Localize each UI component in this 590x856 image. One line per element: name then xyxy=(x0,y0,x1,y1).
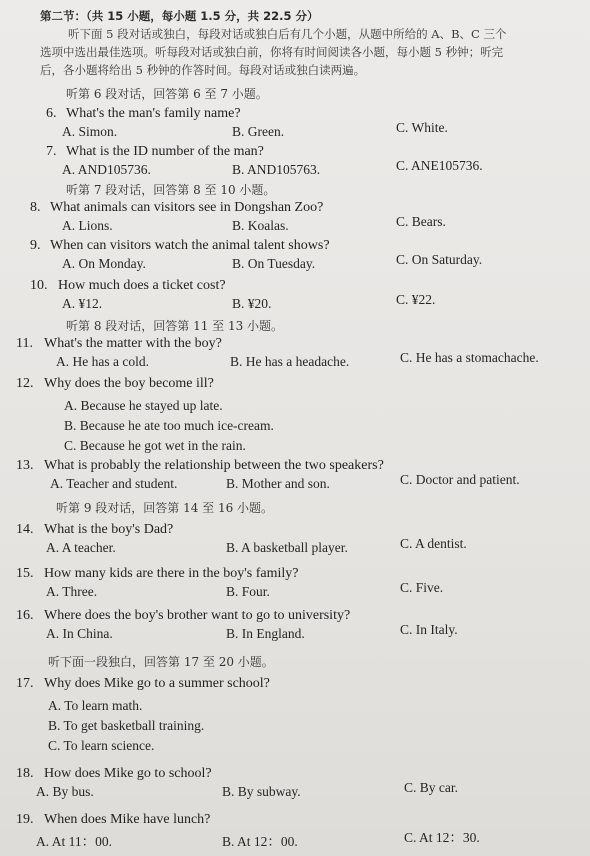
answer-option-a: A. In China. xyxy=(46,626,113,641)
answer-option-a: A. A teacher. xyxy=(46,540,116,555)
answer-option-b: B. At 12：00. xyxy=(222,834,298,849)
answer-option-a: A. At 11：00. xyxy=(36,834,113,849)
instruction-line-2: 选项中选出最佳选项。听每段对话或独白前，你将有时间阅读各小题，每小题 5 秒钟；听完 xyxy=(40,45,504,59)
instruction-line-3: 后，各小题将给出 5 秒钟的作答时间。每段对话或独白读两遍。 xyxy=(40,63,366,77)
question-text: How much does a ticket cost? xyxy=(58,278,226,293)
answer-option-c: C. At 12：30. xyxy=(404,830,480,845)
answer-option-c: C. To learn science. xyxy=(48,738,155,753)
section-heading-line xyxy=(40,8,319,24)
question-text: What's the matter with the boy? xyxy=(44,336,222,351)
question-number: 18. xyxy=(16,766,34,781)
section-note: 听第 9 段对话，回答第 14 至 16 小题。 xyxy=(56,501,274,515)
question-text: When can visitors watch the animal talent shows? xyxy=(50,238,330,253)
answer-option-b: B. To get basketball training. xyxy=(48,718,205,733)
answer-option-b: B. AND105763. xyxy=(232,162,321,177)
section-note: 听第 8 段对话，回答第 11 至 13 小题。 xyxy=(66,319,284,333)
question-number: 7. xyxy=(46,144,57,159)
question-text: Where does the boy's brother want to go to university? xyxy=(44,608,351,623)
question-text: What is the ID number of the man? xyxy=(66,144,264,159)
question-text: How many kids are there in the boy's family? xyxy=(44,566,299,581)
answer-option-b: B. Because he ate too much ice-cream. xyxy=(64,418,274,433)
question-text: How does Mike go to school? xyxy=(44,766,212,781)
question-number: 15. xyxy=(16,566,34,581)
answer-option-a: A. Teacher and student. xyxy=(50,476,178,491)
question-number: 14. xyxy=(16,522,34,537)
answer-option-b: B. On Tuesday. xyxy=(232,256,316,271)
answer-option-c: C. He has a stomachache. xyxy=(400,350,539,365)
question-text: What is probably the relationship between the two speakers? xyxy=(44,458,384,473)
answer-option-b: B. Koalas. xyxy=(232,218,289,233)
question-number: 16. xyxy=(16,608,34,623)
section-heading: 第二节：（共 15 小题，每小题 1.5 分，共 22.5 分） xyxy=(40,9,319,23)
question-text: What is the boy's Dad? xyxy=(44,522,174,537)
question-text: When does Mike have lunch? xyxy=(44,812,211,827)
question-number: 12. xyxy=(16,376,34,391)
instruction-line-1: 听下面 5 段对话或独白，每段对话或独白后有几个小题，从题中所给的 A、B、C 三个 xyxy=(68,27,507,41)
answer-option-b: B. By subway. xyxy=(222,784,301,799)
answer-option-b: B. In England. xyxy=(226,626,305,641)
question-text: Why does the boy become ill? xyxy=(44,376,214,391)
question-text: What animals can visitors see in Dongshan Zoo? xyxy=(50,200,324,215)
answer-option-b: B. Four. xyxy=(226,584,270,599)
question-number: 17. xyxy=(16,676,34,691)
answer-option-c: C. ANE105736. xyxy=(396,158,483,173)
answer-option-a: A. To learn math. xyxy=(48,698,143,713)
answer-option-a: A. Simon. xyxy=(62,124,118,139)
answer-option-c: C. Because he got wet in the rain. xyxy=(64,438,246,453)
question-number: 6. xyxy=(46,106,57,121)
answer-option-b: B. Green. xyxy=(232,124,285,139)
question-number: 13. xyxy=(16,458,34,473)
answer-option-c: C. On Saturday. xyxy=(396,252,483,267)
answer-option-c: C. A dentist. xyxy=(400,536,467,551)
answer-option-b: B. ¥20. xyxy=(232,296,272,311)
answer-option-c: C. ¥22. xyxy=(396,292,436,307)
answer-option-a: A. Because he stayed up late. xyxy=(64,398,223,413)
question-number: 8. xyxy=(30,200,41,215)
answer-option-b: B. Mother and son. xyxy=(226,476,330,491)
answer-option-c: C. Five. xyxy=(400,580,444,595)
section-note: 听第 6 段对话，回答第 6 至 7 小题。 xyxy=(66,87,268,101)
question-number: 9. xyxy=(30,238,41,253)
answer-option-a: A. AND105736. xyxy=(62,162,151,177)
question-text: What's the man's family name? xyxy=(66,106,241,121)
section-note: 听第 7 段对话，回答第 8 至 10 小题。 xyxy=(66,183,276,197)
answer-option-b: B. He has a headache. xyxy=(230,354,350,369)
answer-option-a: A. Lions. xyxy=(62,218,113,233)
question-number: 11. xyxy=(16,336,33,351)
answer-option-a: A. ¥12. xyxy=(62,296,103,311)
answer-option-a: A. On Monday. xyxy=(62,256,146,271)
answer-option-c: C. White. xyxy=(396,120,448,135)
answer-option-c: C. Bears. xyxy=(396,214,446,229)
answer-option-a: A. He has a cold. xyxy=(56,354,149,369)
section-note: 听下面一段独白，回答第 17 至 20 小题。 xyxy=(48,655,274,669)
answer-option-b: B. A basketball player. xyxy=(226,540,348,555)
answer-option-c: C. In Italy. xyxy=(400,622,458,637)
answer-option-c: C. By car. xyxy=(404,780,458,795)
question-text: Why does Mike go to a summer school? xyxy=(44,676,270,691)
answer-option-c: C. Doctor and patient. xyxy=(400,472,520,487)
question-number: 19. xyxy=(16,812,34,827)
answer-option-a: A. Three. xyxy=(46,584,98,599)
question-number: 10. xyxy=(30,278,48,293)
answer-option-a: A. By bus. xyxy=(36,784,94,799)
